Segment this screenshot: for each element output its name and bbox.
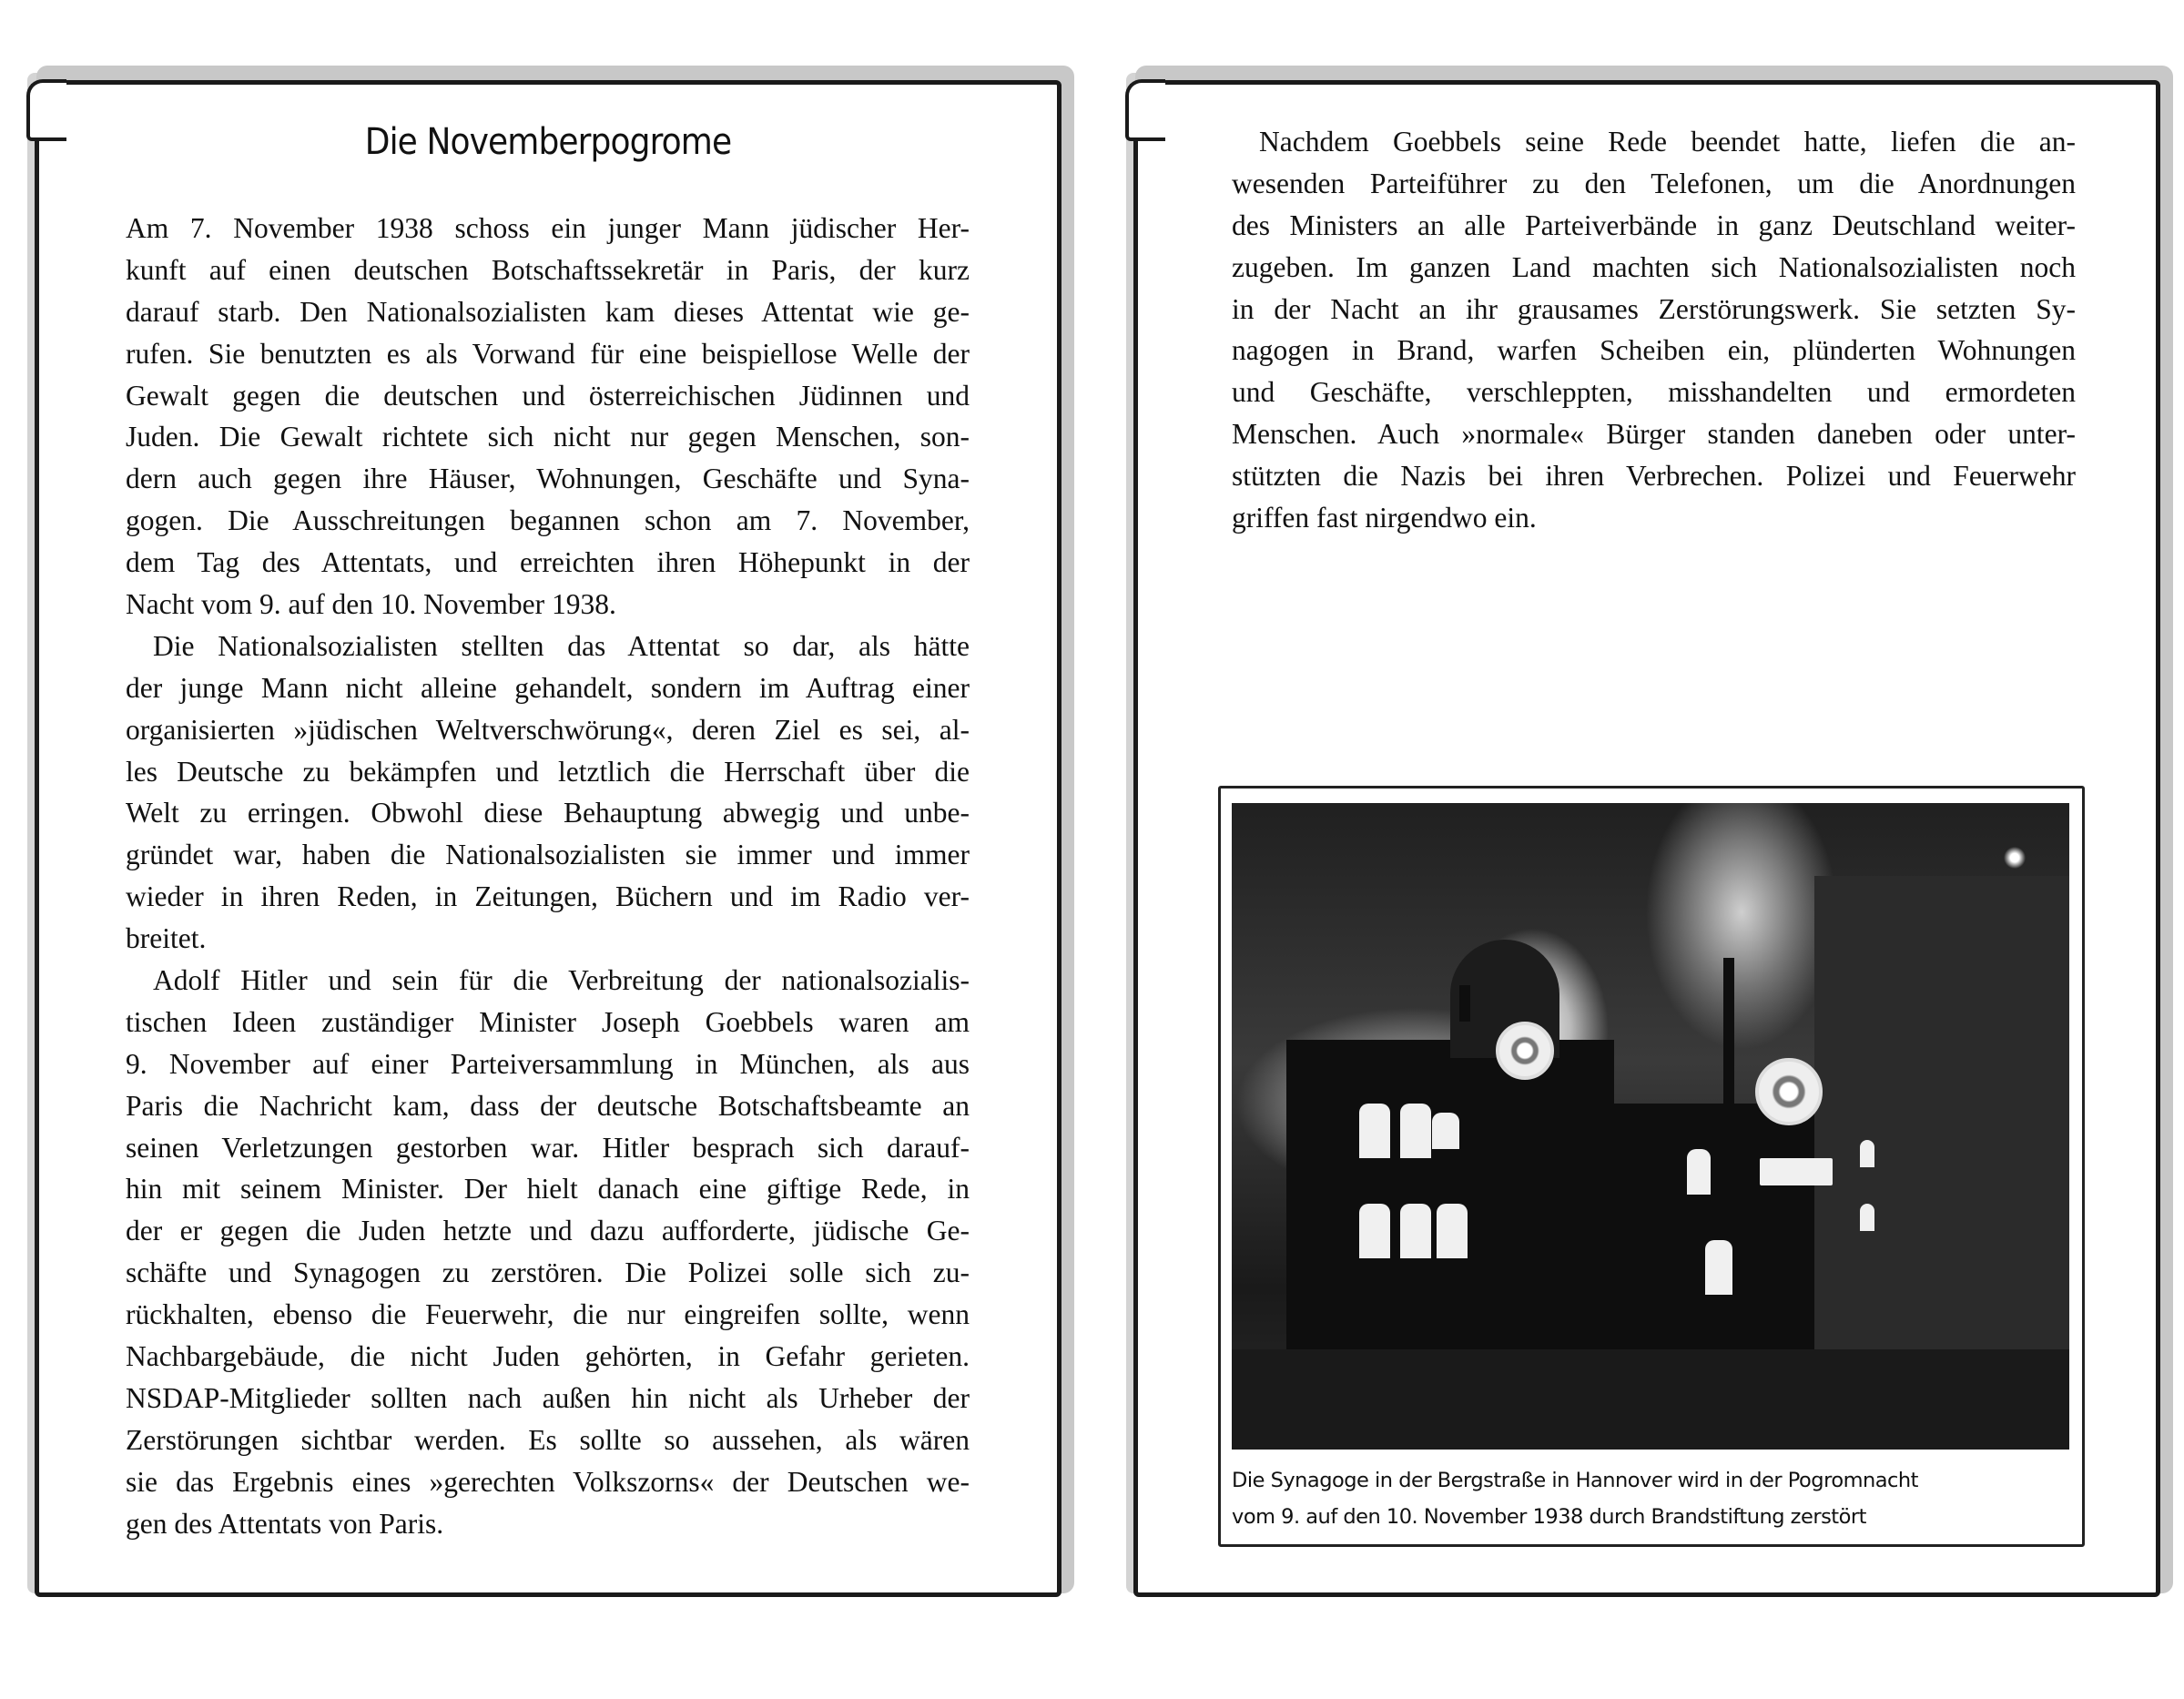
text-line: les Deutsche zu bekämpfen und letztlich die Herrschaft über die [126,755,970,788]
text-line: Juden. Die Gewalt richtete sich nicht nur gegen Menschen, son- [126,421,970,453]
text-line: Nachdem Goebbels seine Rede beendet hatte, liefen die an- [1259,126,2076,158]
text-line: stützten die Nazis bei ihren Verbrechen. Polizei und Feuerwehr [1232,460,2076,493]
text-line: der junge Mann nicht alleine gehandelt, sondern im Auftrag einer [126,671,970,704]
text-line: des Ministers an alle Parteiverbände in ganz Deutschland weiter- [1232,209,2076,241]
text-line: griffen fast nirgendwo ein. [1232,502,1537,534]
text-line: organisierten »jüdischen Weltverschwörung«, deren Ziel es sei, al- [126,713,970,746]
text-line: wesenden Parteiführer zu den Telefonen, um die Anordnungen [1232,167,2076,199]
text-line: dem Tag des Attentats, und erreichten ihren Höhepunkt in der [126,546,970,579]
text-line: Am 7. November 1938 schoss ein junger Mann jüdischer Her- [126,212,970,244]
text-line: wieder in ihren Reden, in Zeitungen, Büchern und im Radio ver- [126,880,970,913]
text-line: Gewalt gegen die deutschen und österreichischen Jüdinnen und [126,379,970,412]
page-curl-decoration [1125,79,1165,141]
text-line: und Geschäfte, verschleppten, misshandelten und ermordeten [1232,376,2076,409]
page-title: Die Novemberpogrome [364,121,732,163]
text-line: Zerstörungen sichtbar werden. Es sollte so aussehen, als wären [126,1423,970,1456]
text-line: seinen Verletzungen gestorben war. Hitler besprach sich darauf- [126,1131,970,1164]
text-line: sie das Ergebnis eines »gerechten Volkszorns« der Deutschen we- [126,1465,970,1498]
text-line: darauf starb. Den Nationalsozialisten kam dieses Attentat wie ge- [126,295,970,328]
text-line: rufen. Sie benutzten es als Vorwand für eine beispiellose Welle der [126,337,970,370]
text-line: nagogen in Brand, warfen Scheiben ein, plünderten Wohnungen [1232,334,2076,367]
text-line: breitet. [126,922,207,955]
left-page-frame [35,80,1062,1597]
text-line: dern auch gegen ihre Häuser, Wohnungen, Geschäfte und Syna- [126,463,970,495]
text-line: der er gegen die Juden hetzte und dazu aufforderte, jüdische Ge- [126,1215,970,1247]
photo-figure [1218,786,2085,1547]
text-line: gen des Attentats von Paris. [126,1507,444,1540]
right-page-frame [1133,80,2160,1597]
burning-synagogue-photo [1232,803,2069,1450]
text-line: Menschen. Auch »normale« Bürger standen daneben oder unter- [1232,418,2076,451]
text-line: kunft auf einen deutschen Botschaftssekretär in Paris, der kurz [126,253,970,286]
text-line: Die Nationalsozialisten stellten das Attentat so dar, als hätte [153,629,970,662]
text-line: schäfte und Synagogen zu zerstören. Die Polizei solle sich zu- [126,1256,970,1289]
text-line: gogen. Die Ausschreitungen begannen schon am 7. November, [126,504,970,537]
left-body-text [126,208,970,1545]
text-line: Adolf Hitler und sein für die Verbreitung der nationalsozialis- [153,964,970,997]
text-line: 9. November auf einer Parteiversammlung in München, als aus [126,1047,970,1080]
text-line: tischen Ideen zuständiger Minister Joseph Goebbels waren am [126,1005,970,1038]
page-curl-decoration [26,79,66,141]
text-line: NSDAP-Mitglieder sollten nach außen hin nicht als Urheber der [126,1381,970,1414]
right-body-text [1232,121,2076,539]
text-line: Welt zu erringen. Obwohl diese Behauptung abwegig und unbe- [126,797,970,829]
text-line: in der Nacht an ihr grausames Zerstörungswerk. Sie setzten Sy- [1232,292,2076,325]
caption-line: Die Synagoge in der Bergstraße in Hannover wird in der Pogromnacht [1232,1469,1919,1492]
text-line: Paris die Nachricht kam, dass der deutsche Botschaftsbeamte an [126,1089,970,1122]
text-line: Nacht vom 9. auf den 10. November 1938. [126,588,616,621]
photo-caption [1232,1462,2069,1535]
text-line: rückhalten, ebenso die Feuerwehr, die nur eingreifen sollte, wenn [126,1298,970,1331]
text-line: gründet war, haben die Nationalsozialisten sie immer und immer [126,839,970,871]
text-line: Nachbargebäude, die nicht Juden gehörten, in Gefahr gerieten. [126,1340,970,1373]
text-line: hin mit seinem Minister. Der hielt danach eine giftige Rede, in [126,1173,970,1206]
caption-line: vom 9. auf den 10. November 1938 durch Brandstiftung zerstört [1232,1505,1866,1529]
text-line: zugeben. Im ganzen Land machten sich Nationalsozialisten noch [1232,250,2076,283]
